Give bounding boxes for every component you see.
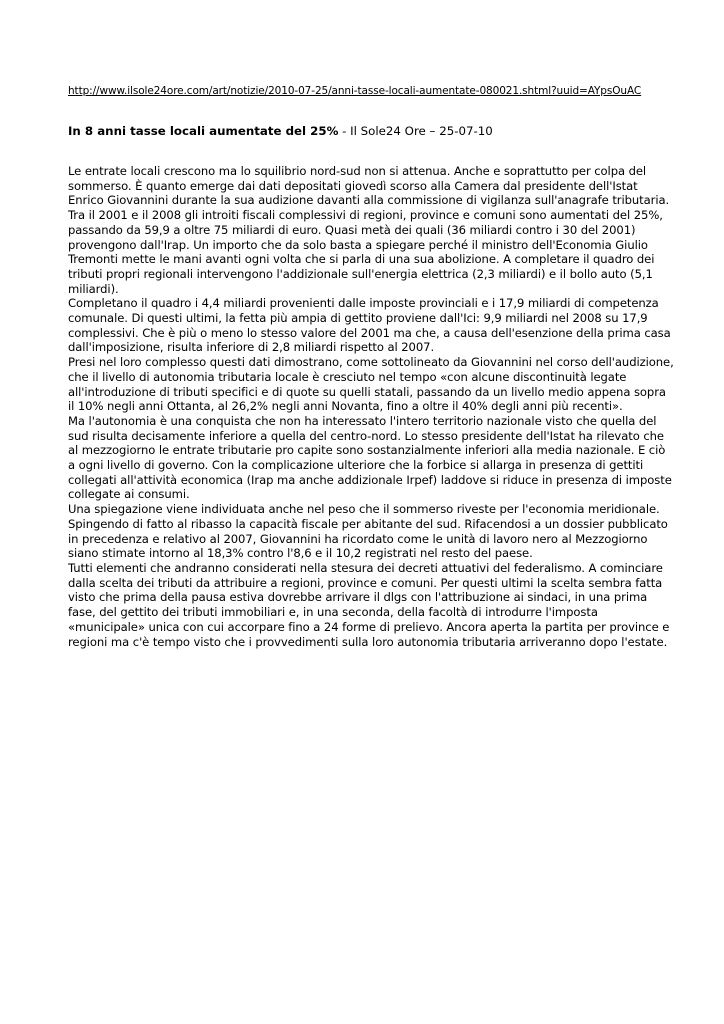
article-paragraph: Completano il quadro i 4,4 miliardi provenienti dalle imposte provinciali e i 17,9 miliardi di competenza comunale. Di questi ultimi, la fetta più ampia di gettito proviene dall'Ici: 9,9 miliardi nel 2008 su 17,9 complessivi. Che è più o meno lo stesso valore del 2001 ma che, a causa dell'esenzione della prima casa dall'imposizione, risulta inferiore di 2,8 miliardi rispetto al 2007. [68, 296, 671, 355]
article-source-date: - Il Sole24 Ore – 25-07-10 [338, 124, 493, 138]
article-title: In 8 anni tasse locali aumentate del 25% [68, 124, 339, 138]
headline [68, 124, 493, 138]
article-paragraph: Tutti elementi che andranno considerati nella stesura dei decreti attuativi del federalismo. A cominciare dalla scelta dei tributi da attribuire a regioni, province e comuni. Per questi ultimi la scelta sembra fatta visto che prima della pausa estiva dovrebbe arrivare il dlgs con l'attribuzione ai sindaci, in una prima fase, del gettito dei tributi immobiliari e, in una seconda, della facoltà di introdurre l'imposta «municipale» unica con cui accorpare fino a 24 forme di prelievo. Ancora aperta la partita per province e regioni ma c'è tempo visto che i provvedimenti sulla loro autonomia tributaria arriveranno dopo l'estate. [68, 560, 670, 649]
article-paragraph: Le entrate locali crescono ma lo squilibrio nord-sud non si attenua. Anche e soprattutto per colpa del sommerso. È quanto emerge dai dati depositati giovedì scorso alla Camera dal presidente dell'Istat Enrico Giovannini durante la sua audizione davanti alla commissione di vigilanza sull'anagrafe tributaria. [68, 164, 670, 208]
article-paragraph: Una spiegazione viene individuata anche nel peso che il sommerso riveste per l'economia meridionale. Spingendo di fatto al ribasso la capacità fiscale per abitante del sud. Rifacendosi a un dossier pubblicato in precedenza e relativo al 2007, Giovannini ha ricordato come le unità di lavoro nero al Mezzogiorno siano stimate intorno al 18,3% contro l'8,6 e il 10,2 registrati nel resto del paese. [68, 502, 668, 561]
article-paragraph: Presi nel loro complesso questi dati dimostrano, come sottolineato da Giovannini nel corso dell'audizione, che il livello di autonomia tributaria locale è cresciuto nel tempo «con alcune discontinuità legate all'introduzione di tributi specifici e di quote su quelli statali, passando da un livello medio appena sopra il 10% negli anni Ottanta, al 26,2% negli anni Novanta, fino a oltre il 40% degli anni più recenti». [68, 355, 674, 414]
source-url-link[interactable]: http://www.ilsole24ore.com/art/notizie/2010-07-25/anni-tasse-locali-aumentate-080021.shtml?uuid=AYpsOuAC [68, 85, 642, 97]
article-paragraph: Tra il 2001 e il 2008 gli introiti fiscali complessivi di regioni, province e comuni sono aumentati del 25%, passando da 59,9 a oltre 75 miliardi di euro. Quasi metà dei quali (36 miliardi contro i 30 del 2001) provengono dall'Irap. Un importo che da solo basta a spiegare perché il ministro dell'Economia Giulio Tremonti mette le mani avanti ogni volta che si parla di una sua abolizione. A completare il quadro dei tributi propri regionali intervengono l'addizionale sull'energia elettrica (2,3 miliardi) e il bollo auto (5,1 miliardi). [68, 208, 663, 296]
article-paragraph: Ma l'autonomia è una conquista che non ha interessato l'intero territorio nazionale visto che quella del sud risulta decisamente inferiore a quella del centro-nord. Lo stesso presidente dell'Istat ha rilevato che al mezzogiorno le entrate tributarie pro capite sono sostanzialmente inferiori alla media nazionale. E ciò a ogni livello di governo. Con la complicazione ulteriore che la forbice si allarga in presenza di gettiti collegati all'attività economica (Irap ma anche addizionale Irpef) laddove si riduce in presenza di imposte collegate ai consumi. [68, 413, 672, 502]
article-body [68, 164, 674, 649]
